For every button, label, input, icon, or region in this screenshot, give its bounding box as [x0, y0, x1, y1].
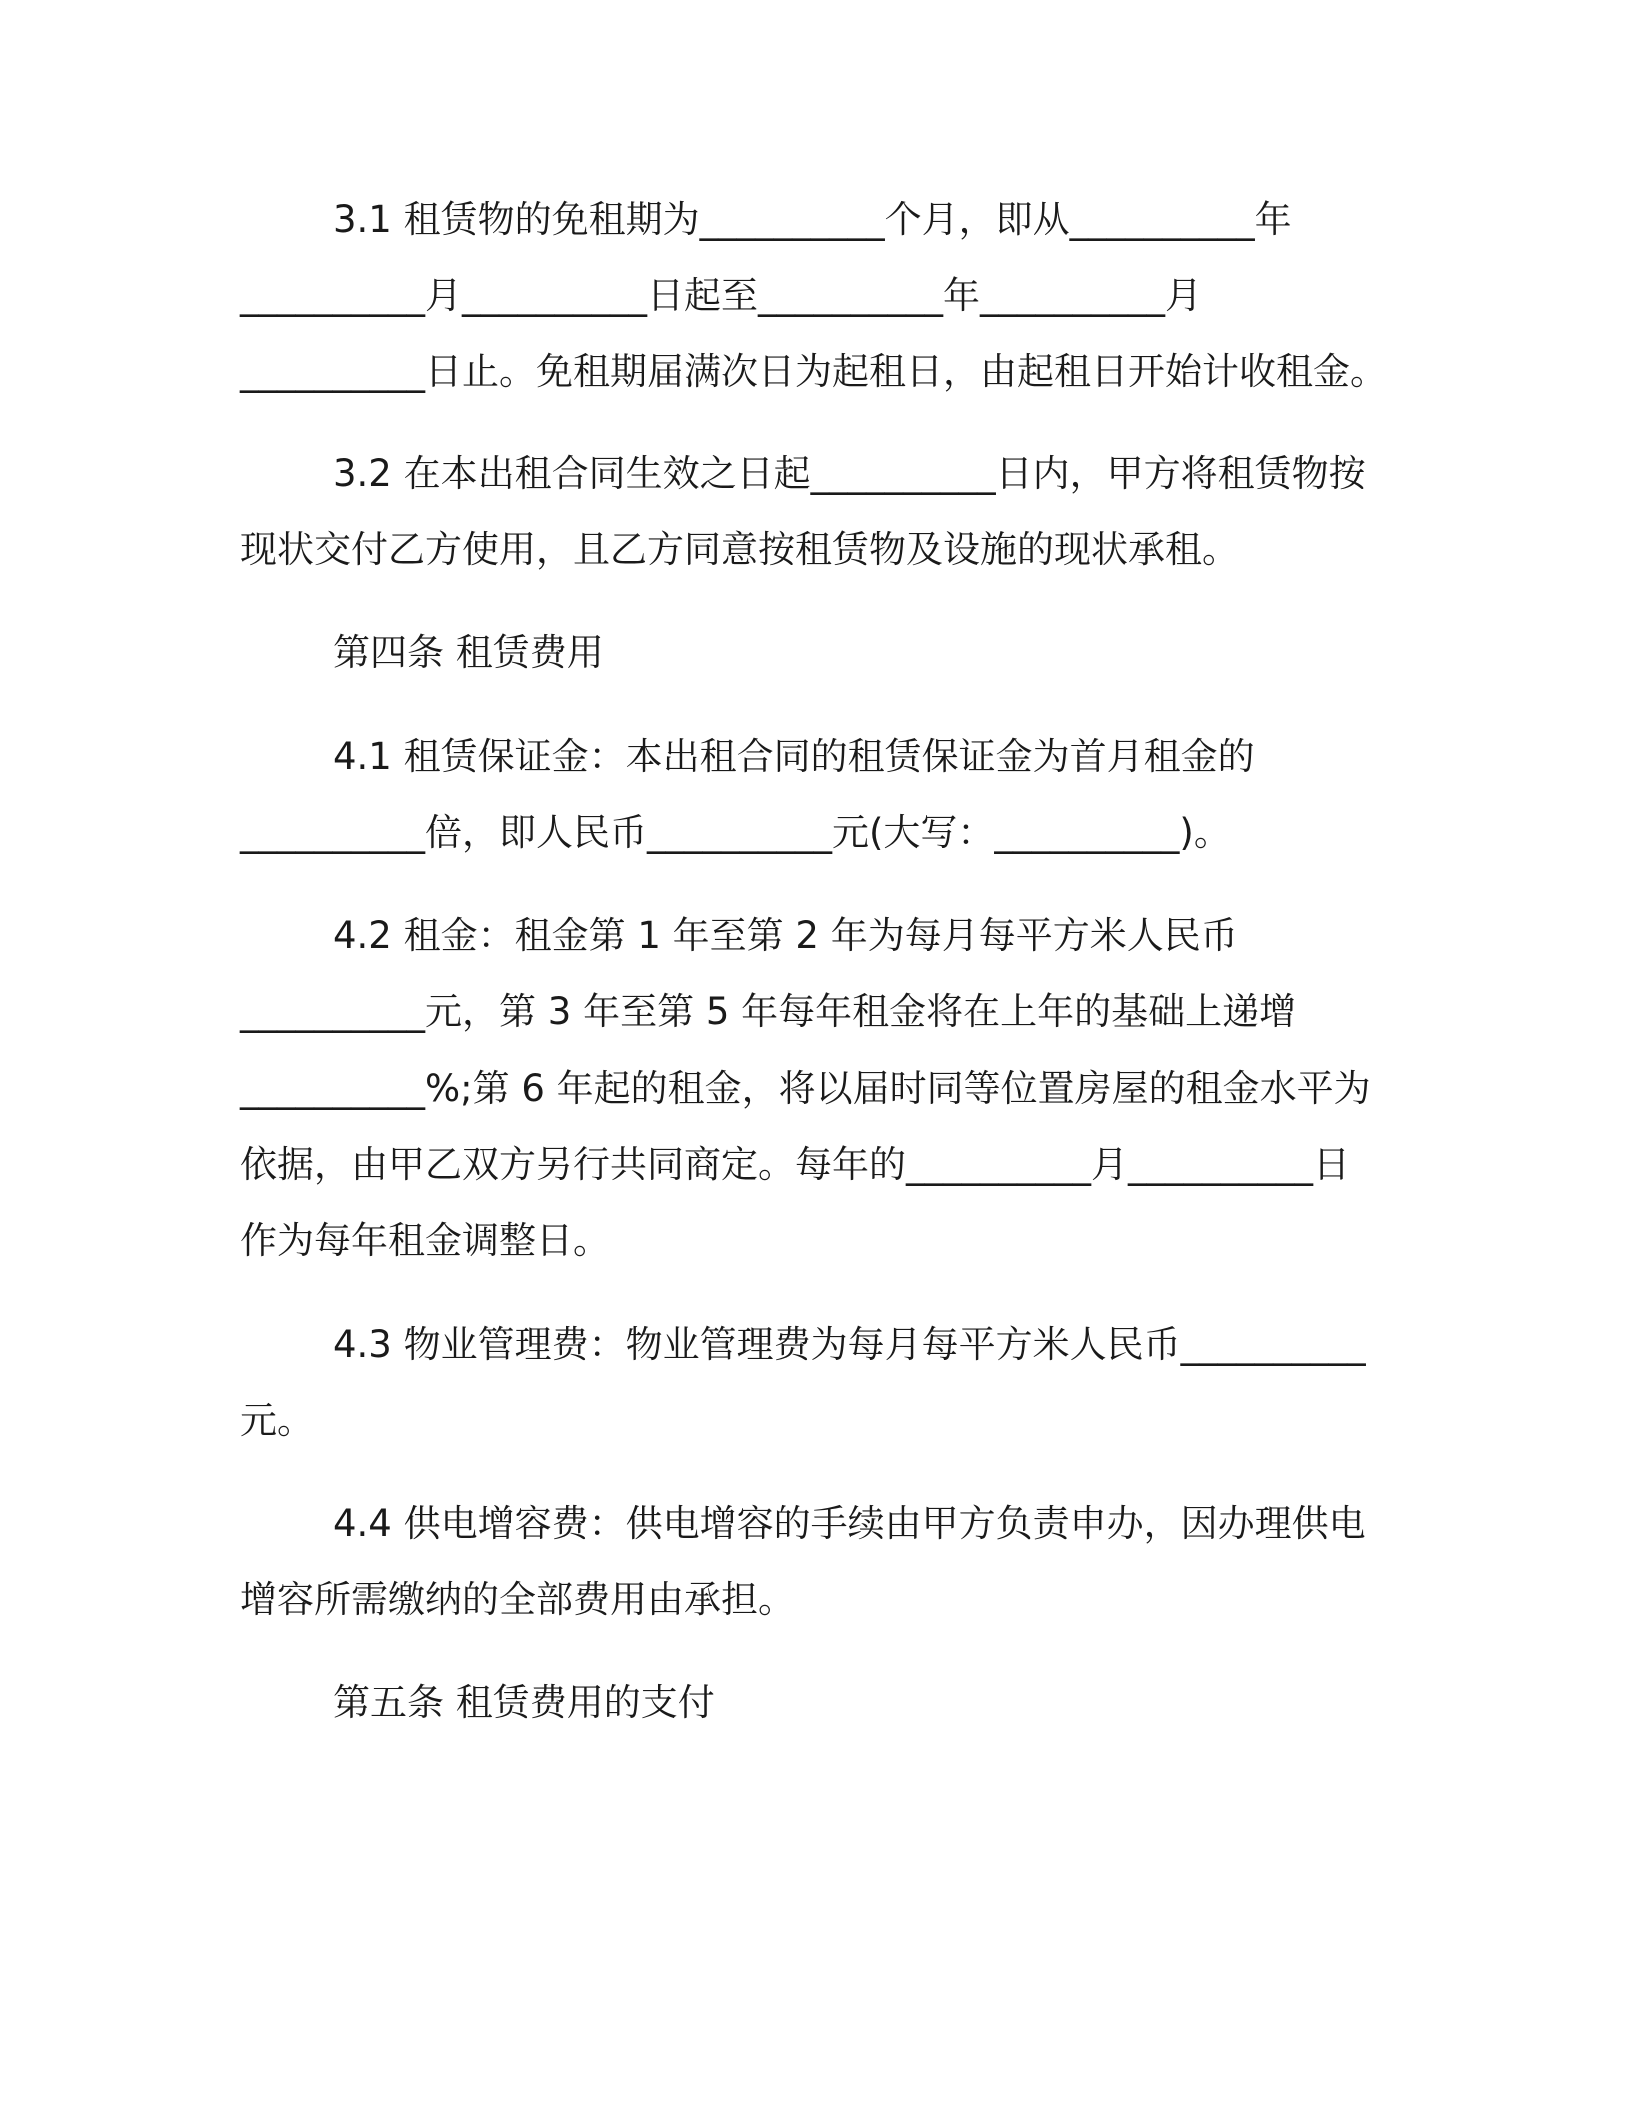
clause-4-3-line-1: 4.3 物业管理费：物业管理费为每月每平方米人民币__________ — [333, 1323, 1366, 1366]
clause-4-4-line-2: 增容所需缴纳的全部费用由承担。 — [240, 1578, 795, 1621]
clause-3-1-line-2: __________月__________日起至__________年__________月 — [240, 274, 1202, 317]
clause-3-2-line-1: 3.2 在本出租合同生效之日起__________日内，甲方将租赁物按 — [333, 452, 1366, 495]
clause-3-1-line-3: __________日止。免租期届满次日为起租日，由起租日开始计收租金。 — [240, 350, 1387, 393]
clause-4-2-line-4: 依据，由甲乙双方另行共同商定。每年的__________月__________日 — [240, 1143, 1350, 1186]
clause-4-2-line-1: 4.2 租金：租金第 1 年至第 2 年为每月每平方米人民币 — [333, 914, 1238, 957]
clause-4-1-line-2: __________倍，即人民币__________元(大写：__________)。 — [240, 811, 1231, 854]
clause-3-2-line-2: 现状交付乙方使用，且乙方同意按租赁物及设施的现状承租。 — [240, 528, 1239, 571]
article-5-heading: 第五条 租赁费用的支付 — [333, 1681, 715, 1724]
clause-4-2-line-3: __________%;第 6 年起的租金，将以届时同等位置房屋的租金水平为 — [240, 1067, 1371, 1110]
clause-4-3-line-2: 元。 — [240, 1399, 314, 1442]
clause-4-2-line-2: __________元，第 3 年至第 5 年每年租金将在上年的基础上递增 — [240, 990, 1297, 1033]
clause-3-1-line-1: 3.1 租赁物的免租期为__________个月，即从__________年 — [333, 198, 1292, 241]
article-4-heading: 第四条 租赁费用 — [333, 631, 604, 674]
clause-4-4-line-1: 4.4 供电增容费：供电增容的手续由甲方负责申办，因办理供电 — [333, 1502, 1366, 1545]
clause-4-2-line-5: 作为每年租金调整日。 — [240, 1219, 610, 1262]
clause-4-1-line-1: 4.1 租赁保证金：本出租合同的租赁保证金为首月租金的 — [333, 735, 1255, 778]
